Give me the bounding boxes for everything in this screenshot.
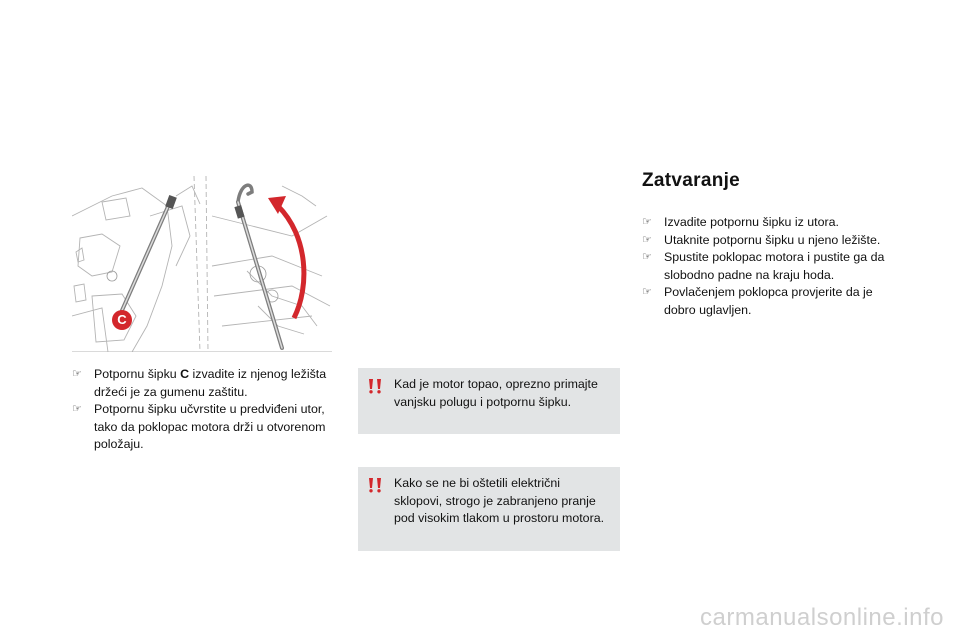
section-heading: Zatvaranje: [642, 170, 741, 191]
list-item: [642, 214, 902, 232]
callout-c-badge: [112, 310, 132, 330]
illustration-drawing: [72, 176, 332, 352]
pointing-hand-icon: ☞: [72, 368, 82, 380]
list-item-bold-letter: C: [180, 367, 190, 381]
left-bullet-list: [72, 366, 334, 454]
pointing-hand-icon: ☞: [642, 233, 652, 246]
watermark: carmanualsonline.info: [700, 604, 944, 631]
list-item: [642, 249, 902, 284]
callout-c-letter: C: [117, 312, 127, 327]
hood-prop-rod-illustration: [72, 176, 332, 352]
pointing-hand-icon: ☞: [642, 216, 652, 228]
list-item-text: Potpornu šipku učvrstite u predviđeni utor, tako da poklopac motora drži u otvorenom položaju.: [94, 402, 326, 451]
pointing-hand-icon: ☞: [642, 251, 652, 263]
list-item-text-pre: Potpornu šipku: [94, 367, 181, 381]
closing-section: [642, 170, 902, 319]
list-item-text-post: izvadite iz njenog ležišta držeći je za gumenu zaštitu.: [94, 367, 327, 399]
left-instructions: [72, 366, 334, 454]
warning-box-hot-engine: [358, 368, 620, 434]
list-item: [642, 232, 902, 250]
list-item-text: Izvadite potpornu šipku iz utora.: [664, 215, 839, 229]
pointing-hand-icon: ☞: [642, 286, 652, 298]
list-item: [72, 366, 334, 401]
warning-text: Kad je motor topao, oprezno primajte vanjsku polugu i potpornu šipku.: [394, 377, 598, 409]
warning-box-high-pressure: [358, 467, 620, 551]
list-item-text: Utaknite potpornu šipku u njeno ležište.: [664, 232, 881, 247]
list-item-text: Povlačenjem poklopca provjerite da je dobro uglavljen.: [664, 285, 873, 317]
exclamation-warning-icon: [366, 477, 384, 493]
exclamation-warning-icon: [366, 378, 384, 394]
list-item: [72, 401, 334, 454]
pointing-hand-icon: ☞: [72, 403, 82, 415]
closing-bullet-list: [642, 214, 902, 319]
list-item: [642, 284, 902, 319]
list-item-text: Spustite poklopac motora i pustite ga da slobodno padne na kraju hoda.: [664, 250, 885, 282]
warning-text: Kako se ne bi oštetili električni sklopovi, strogo je zabranjeno pranje pod visokim tlakom u prostoru motora.: [394, 476, 605, 525]
